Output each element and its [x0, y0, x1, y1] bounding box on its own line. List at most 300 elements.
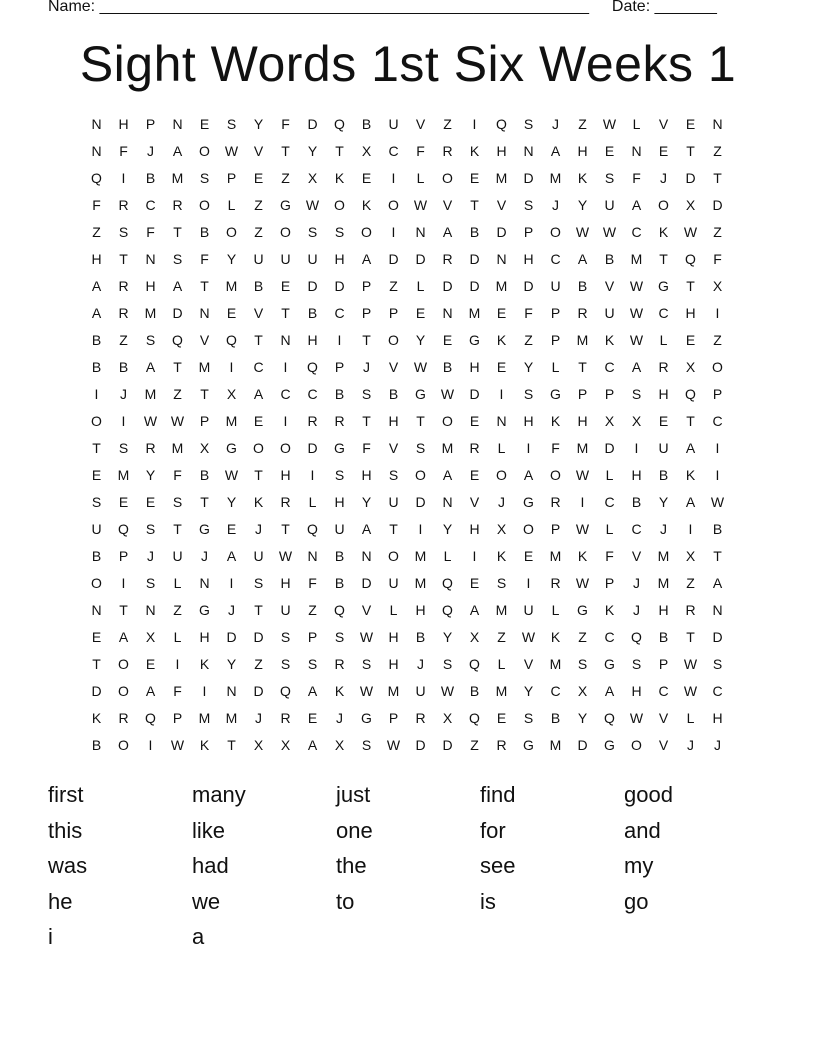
grid-letter: B	[307, 305, 318, 321]
grid-letter: S	[523, 386, 534, 402]
grid-letter: C	[550, 683, 561, 699]
grid-letter: D	[442, 737, 453, 753]
grid-letter: D	[442, 278, 453, 294]
grid-letter: A	[91, 305, 102, 321]
grid-letter: A	[307, 737, 318, 753]
grid-letter: Z	[713, 143, 722, 159]
grid-letter: W	[224, 143, 239, 159]
grid-letter: U	[388, 575, 399, 591]
grid-letter: A	[307, 683, 318, 699]
header-line	[48, 0, 717, 17]
word-list-item: he	[48, 888, 73, 914]
grid-letter: R	[118, 197, 129, 213]
grid-letter: T	[227, 737, 236, 753]
grid-letter: H	[712, 710, 723, 726]
grid-letter: B	[469, 683, 480, 699]
grid-letter: O	[118, 683, 129, 699]
grid-letter: S	[631, 386, 642, 402]
grid-letter: I	[121, 413, 126, 429]
grid-letter: Q	[604, 710, 615, 726]
grid-letter: V	[631, 548, 642, 564]
grid-letter: P	[604, 575, 615, 591]
grid-letter: T	[254, 467, 263, 483]
grid-letter: J	[147, 548, 154, 564]
grid-letter: Z	[254, 224, 263, 240]
grid-letter: M	[225, 278, 238, 294]
grid-letter: U	[91, 521, 102, 537]
grid-letter: K	[658, 224, 669, 240]
grid-letter: T	[389, 521, 398, 537]
grid-letter: Q	[469, 710, 480, 726]
grid-letter: C	[631, 224, 642, 240]
grid-letter: E	[280, 278, 291, 294]
grid-letter: W	[629, 332, 644, 348]
grid-letter: I	[310, 467, 315, 483]
grid-letter: Q	[172, 332, 183, 348]
grid-letter: N	[91, 602, 102, 618]
grid-letter: R	[145, 440, 156, 456]
grid-letter: X	[685, 359, 696, 375]
grid-letter: Y	[253, 116, 264, 132]
grid-letter: Q	[469, 656, 480, 672]
grid-letter: E	[91, 467, 102, 483]
grid-letter: E	[496, 359, 507, 375]
grid-letter: N	[361, 548, 372, 564]
grid-letter: L	[416, 278, 425, 294]
grid-letter: M	[414, 548, 427, 564]
grid-letter: O	[280, 440, 291, 456]
grid-letter: I	[688, 521, 693, 537]
grid-letter: I	[283, 359, 288, 375]
grid-letter: Z	[254, 197, 263, 213]
grid-letter: D	[577, 737, 588, 753]
grid-letter: R	[334, 656, 345, 672]
grid-letter: B	[199, 467, 210, 483]
grid-letter: O	[253, 440, 264, 456]
grid-letter: M	[225, 413, 238, 429]
grid-letter: H	[334, 251, 345, 267]
grid-letter: T	[173, 224, 182, 240]
grid-letter: T	[254, 332, 263, 348]
grid-letter: B	[712, 521, 723, 537]
grid-letter: Z	[686, 575, 695, 591]
grid-letter: M	[549, 548, 562, 564]
grid-letter: F	[200, 251, 209, 267]
grid-letter: T	[578, 359, 587, 375]
grid-letter: E	[145, 494, 156, 510]
grid-letter: S	[253, 575, 264, 591]
grid-letter: J	[336, 710, 343, 726]
grid-letter: N	[199, 305, 210, 321]
grid-letter: I	[121, 170, 126, 186]
grid-letter: M	[549, 737, 562, 753]
grid-letter: D	[253, 629, 264, 645]
grid-letter: A	[604, 683, 615, 699]
grid-letter: A	[145, 359, 156, 375]
grid-letter: S	[172, 251, 183, 267]
grid-letter: T	[173, 521, 182, 537]
grid-letter: T	[281, 305, 290, 321]
grid-letter: W	[521, 629, 536, 645]
grid-letter: B	[334, 548, 345, 564]
grid-letter: B	[604, 251, 615, 267]
grid-letter: S	[307, 224, 318, 240]
grid-letter: C	[604, 494, 615, 510]
grid-letter: R	[307, 413, 318, 429]
grid-letter: X	[361, 143, 372, 159]
grid-letter: X	[253, 737, 264, 753]
grid-letter: A	[577, 251, 588, 267]
grid-letter: T	[713, 548, 722, 564]
grid-letter: W	[602, 224, 617, 240]
grid-letter: E	[307, 710, 318, 726]
grid-letter: H	[199, 629, 210, 645]
grid-letter: S	[280, 656, 291, 672]
grid-letter: J	[552, 197, 559, 213]
grid-letter: T	[362, 413, 371, 429]
grid-letter: N	[145, 602, 156, 618]
grid-letter: S	[523, 197, 534, 213]
grid-letter: K	[334, 683, 345, 699]
grid-letter: Q	[631, 629, 642, 645]
grid-letter: N	[172, 116, 183, 132]
grid-letter: N	[145, 251, 156, 267]
grid-letter: T	[659, 251, 668, 267]
grid-letter: Z	[119, 332, 128, 348]
grid-letter: M	[495, 602, 508, 618]
grid-letter: Y	[523, 683, 534, 699]
grid-letter: D	[415, 251, 426, 267]
grid-letter: B	[577, 278, 588, 294]
grid-letter: R	[550, 575, 561, 591]
grid-letter: K	[253, 494, 264, 510]
grid-letter: F	[524, 305, 533, 321]
grid-letter: W	[683, 656, 698, 672]
grid-letter: G	[550, 386, 561, 402]
grid-letter: J	[633, 575, 640, 591]
grid-letter: U	[604, 197, 615, 213]
grid-letter: M	[414, 575, 427, 591]
grid-letter: I	[229, 575, 234, 591]
grid-letter: K	[577, 170, 588, 186]
grid-letter: Y	[145, 467, 156, 483]
grid-letter: N	[280, 332, 291, 348]
grid-letter: K	[604, 332, 615, 348]
grid-letter: Y	[523, 359, 534, 375]
grid-letter: N	[496, 413, 507, 429]
word-list-item: like	[192, 817, 226, 843]
grid-letter: U	[307, 251, 318, 267]
grid-letter: S	[415, 440, 426, 456]
grid-letter: A	[91, 278, 102, 294]
grid-letter: J	[498, 494, 505, 510]
grid-letter: P	[199, 413, 210, 429]
grid-letter: W	[278, 548, 293, 564]
grid-letter: E	[253, 170, 264, 186]
grid-letter: D	[415, 737, 426, 753]
grid-letter: B	[199, 224, 210, 240]
grid-letter: G	[523, 494, 534, 510]
grid-letter: D	[523, 278, 534, 294]
grid-letter: O	[361, 224, 372, 240]
grid-letter: C	[658, 305, 669, 321]
grid-letter: V	[496, 197, 507, 213]
grid-letter: U	[334, 521, 345, 537]
grid-letter: O	[631, 737, 642, 753]
grid-letter: Q	[685, 251, 696, 267]
grid-letter: W	[629, 278, 644, 294]
grid-letter: G	[604, 656, 615, 672]
word-list-item: a	[192, 924, 205, 949]
grid-letter: K	[334, 170, 345, 186]
word-list-item: my	[624, 853, 654, 878]
grid-letter: E	[658, 413, 669, 429]
word-list-item: see	[480, 853, 516, 878]
grid-letter: B	[442, 359, 453, 375]
grid-letter: Z	[713, 332, 722, 348]
grid-letter: I	[391, 170, 396, 186]
word-list-item: i	[48, 924, 53, 949]
grid-letter: M	[387, 683, 400, 699]
grid-letter: F	[551, 440, 560, 456]
grid-letter: B	[415, 629, 426, 645]
grid-letter: O	[388, 548, 399, 564]
grid-letter: B	[658, 467, 669, 483]
grid-letter: H	[388, 413, 399, 429]
name-label: Name:	[48, 0, 96, 15]
grid-letter: V	[442, 197, 453, 213]
grid-letter: S	[388, 467, 399, 483]
grid-letter: X	[469, 629, 480, 645]
grid-letter: T	[281, 143, 290, 159]
grid-letter: T	[92, 656, 101, 672]
grid-letter: O	[280, 224, 291, 240]
grid-letter: X	[442, 710, 453, 726]
grid-letter: Q	[334, 602, 345, 618]
grid-letter: X	[685, 548, 696, 564]
grid-letter: C	[631, 521, 642, 537]
grid-letter: O	[199, 197, 210, 213]
word-list-item: go	[624, 888, 649, 914]
grid-letter: P	[118, 548, 129, 564]
grid-letter: J	[552, 116, 559, 132]
grid-letter: P	[307, 629, 318, 645]
grid-letter: V	[658, 737, 669, 753]
grid-letter: U	[604, 305, 615, 321]
grid-letter: V	[658, 116, 669, 132]
grid-letter: C	[307, 386, 318, 402]
grid-letter: N	[523, 143, 534, 159]
grid-letter: P	[334, 359, 345, 375]
grid-letter: W	[359, 629, 374, 645]
grid-letter: L	[659, 332, 668, 348]
grid-letter: S	[226, 116, 237, 132]
grid-letter: I	[229, 359, 234, 375]
grid-letter: U	[388, 494, 399, 510]
grid-letter: X	[712, 278, 723, 294]
grid-letter: J	[633, 602, 640, 618]
grid-letter: K	[577, 548, 588, 564]
grid-letter: M	[657, 548, 670, 564]
grid-letter: U	[280, 602, 291, 618]
grid-letter: G	[523, 737, 534, 753]
grid-letter: M	[495, 683, 508, 699]
grid-letter: H	[685, 305, 696, 321]
word-list-item: many	[192, 782, 246, 807]
grid-letter: J	[660, 521, 667, 537]
grid-letter: T	[281, 521, 290, 537]
grid-letter: A	[172, 143, 183, 159]
grid-letter: I	[175, 656, 180, 672]
grid-letter: B	[91, 359, 102, 375]
grid-letter: L	[416, 170, 425, 186]
grid-letter: B	[361, 116, 372, 132]
grid-letter: J	[201, 548, 208, 564]
grid-letter: J	[363, 359, 370, 375]
grid-letter: Y	[442, 629, 453, 645]
grid-letter: R	[280, 710, 291, 726]
grid-letter: T	[713, 170, 722, 186]
grid-letter: P	[550, 305, 561, 321]
grid-letter: E	[118, 494, 129, 510]
grid-letter: O	[199, 143, 210, 159]
grid-letter: X	[496, 521, 507, 537]
grid-letter: G	[469, 332, 480, 348]
grid-letter: D	[469, 386, 480, 402]
grid-letter: U	[172, 548, 183, 564]
date-blank: _______	[654, 0, 717, 15]
grid-letter: C	[388, 143, 399, 159]
grid-letter: L	[497, 440, 506, 456]
grid-letter: U	[253, 251, 264, 267]
grid-letter: I	[94, 386, 99, 402]
grid-letter: S	[145, 521, 156, 537]
grid-letter: V	[469, 494, 480, 510]
grid-letter: P	[523, 224, 534, 240]
grid-letter: M	[225, 710, 238, 726]
grid-letter: F	[146, 224, 155, 240]
grid-letter: X	[604, 413, 615, 429]
grid-letter: R	[658, 359, 669, 375]
grid-letter: F	[713, 251, 722, 267]
grid-letter: E	[469, 413, 480, 429]
grid-letter: Z	[308, 602, 317, 618]
grid-letter: R	[334, 413, 345, 429]
grid-letter: N	[199, 575, 210, 591]
grid-letter: R	[415, 710, 426, 726]
grid-letter: B	[388, 386, 399, 402]
grid-letter: I	[337, 332, 342, 348]
grid-letter: J	[687, 737, 694, 753]
grid-letter: I	[499, 386, 504, 402]
grid-letter: V	[604, 278, 615, 294]
grid-letter: D	[496, 224, 507, 240]
grid-letter: L	[308, 494, 317, 510]
grid-letter: O	[712, 359, 723, 375]
grid-letter: E	[685, 116, 696, 132]
grid-letter: H	[280, 467, 291, 483]
grid-letter: S	[334, 467, 345, 483]
grid-letter: H	[361, 467, 372, 483]
grid-letter: F	[173, 683, 182, 699]
grid-letter: V	[523, 656, 534, 672]
grid-letter: D	[307, 116, 318, 132]
grid-letter: Y	[226, 656, 237, 672]
date-label: Date:	[611, 0, 651, 15]
grid-letter: D	[712, 629, 723, 645]
grid-letter: S	[361, 386, 372, 402]
grid-letter: E	[361, 170, 372, 186]
grid-letter: I	[121, 575, 126, 591]
grid-letter: E	[91, 629, 102, 645]
grid-letter: W	[386, 737, 401, 753]
grid-letter: Z	[524, 332, 533, 348]
grid-letter: H	[496, 143, 507, 159]
grid-letter: H	[523, 251, 534, 267]
grid-letter: C	[712, 683, 723, 699]
grid-letter: M	[198, 710, 211, 726]
word-list-item: we	[192, 888, 221, 914]
grid-letter: O	[226, 224, 237, 240]
grid-letter: U	[658, 440, 669, 456]
grid-letter: D	[523, 170, 534, 186]
grid-letter: N	[307, 548, 318, 564]
grid-letter: S	[307, 656, 318, 672]
grid-letter: M	[495, 170, 508, 186]
grid-letter: M	[117, 467, 130, 483]
grid-letter: E	[658, 143, 669, 159]
grid-letter: D	[361, 575, 372, 591]
grid-letter: Y	[415, 332, 426, 348]
grid-letter: B	[118, 359, 129, 375]
grid-letter: I	[580, 494, 585, 510]
grid-letter: W	[602, 116, 617, 132]
grid-letter: C	[712, 413, 723, 429]
grid-letter: T	[200, 386, 209, 402]
grid-letter: Z	[443, 116, 452, 132]
grid-letter: A	[253, 386, 264, 402]
grid-letter: L	[551, 602, 560, 618]
grid-letter: S	[361, 737, 372, 753]
grid-letter: K	[685, 467, 696, 483]
grid-letter: P	[388, 305, 399, 321]
grid-letter: H	[307, 332, 318, 348]
grid-letter: M	[549, 656, 562, 672]
grid-letter: H	[118, 116, 129, 132]
grid-letter: D	[712, 197, 723, 213]
grid-letter: F	[362, 440, 371, 456]
grid-letter: Z	[389, 278, 398, 294]
grid-letter: J	[255, 710, 262, 726]
grid-letter: O	[388, 197, 399, 213]
grid-letter: F	[92, 197, 101, 213]
grid-letter: X	[199, 440, 210, 456]
grid-letter: M	[495, 278, 508, 294]
grid-letter: E	[415, 305, 426, 321]
grid-letter: W	[413, 359, 428, 375]
grid-letter: U	[415, 683, 426, 699]
grid-letter: G	[658, 278, 669, 294]
grid-letter: K	[550, 629, 561, 645]
grid-letter: T	[686, 629, 695, 645]
grid-letter: L	[227, 197, 236, 213]
grid-letter: I	[148, 737, 153, 753]
grid-letter: R	[685, 602, 696, 618]
grid-letter: D	[226, 629, 237, 645]
grid-letter: K	[604, 602, 615, 618]
grid-letter: B	[253, 278, 264, 294]
grid-letter: P	[172, 710, 183, 726]
